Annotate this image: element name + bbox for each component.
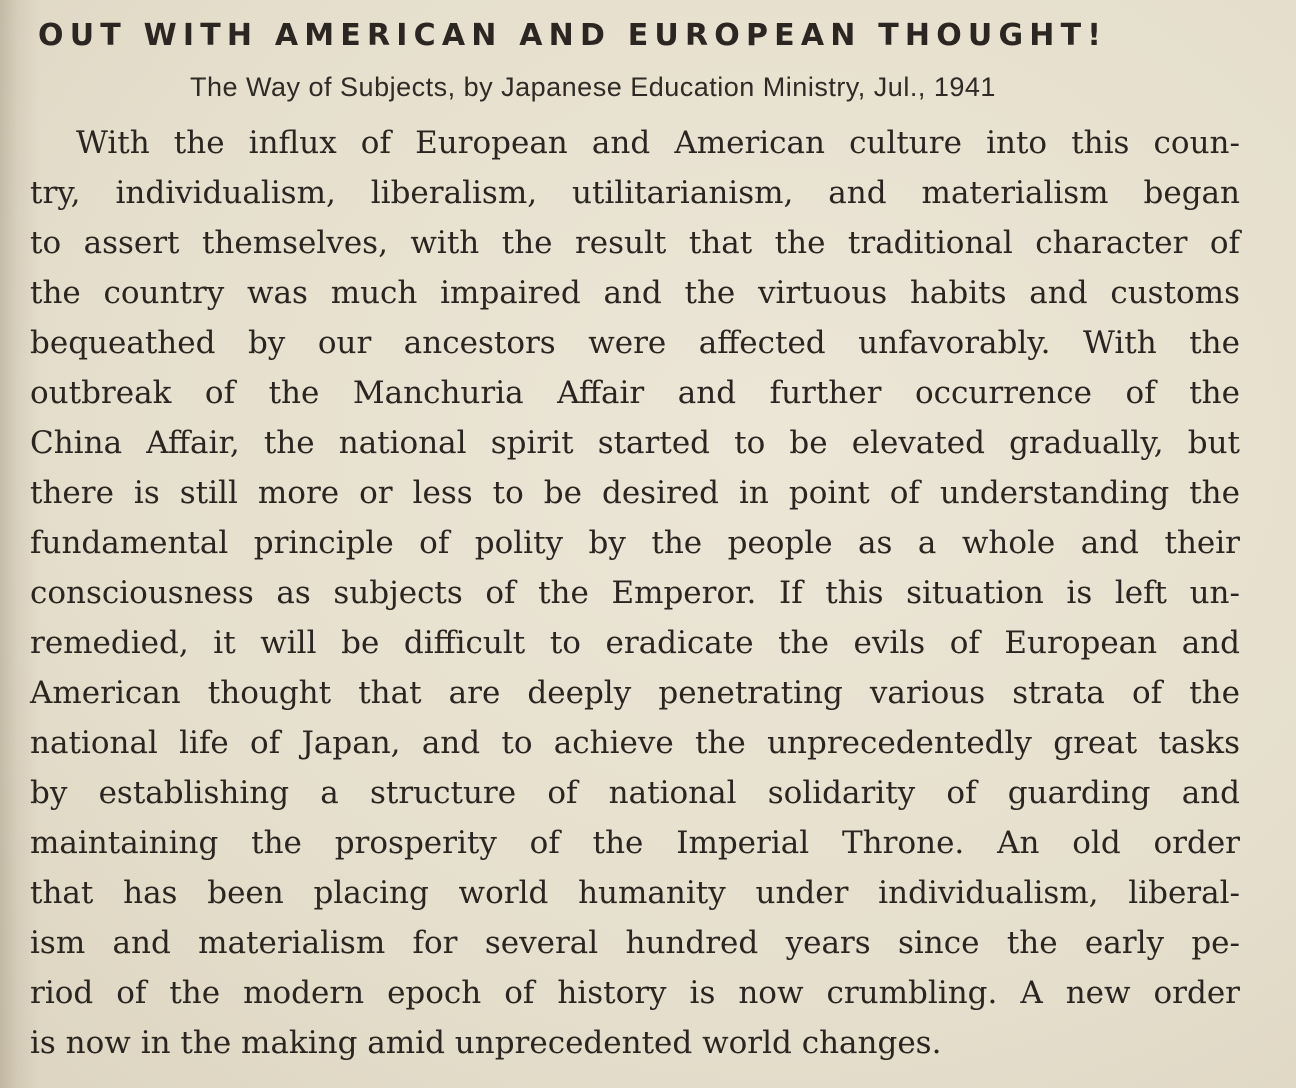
text-line: that has been placing world humanity under individualism, liberal- <box>30 875 1240 911</box>
body-paragraph <box>30 118 1240 1068</box>
text-line: to assert themselves, with the result that the traditional character of <box>30 225 1240 261</box>
text-line: maintaining the prosperity of the Imperial Throne. An old order <box>30 825 1240 861</box>
source-citation: The Way of Subjects, by Japanese Education Ministry, Jul., 1941 <box>190 72 996 102</box>
text-line: by establishing a structure of national solidarity of guarding and <box>30 775 1240 811</box>
text-line: consciousness as subjects of the Emperor. If this situation is left un- <box>30 575 1240 611</box>
text-line: the country was much impaired and the virtuous habits and customs <box>30 275 1240 311</box>
text-line: China Affair, the national spirit started to be elevated gradually, but <box>30 425 1240 461</box>
text-line: American thought that are deeply penetrating various strata of the <box>30 675 1240 711</box>
text-line: fundamental principle of polity by the people as a whole and their <box>30 525 1240 561</box>
text-line: outbreak of the Manchuria Affair and further occurrence of the <box>30 375 1240 411</box>
text-line: try, individualism, liberalism, utilitarianism, and materialism began <box>30 175 1240 211</box>
text-line: bequeathed by our ancestors were affected unfavorably. With the <box>30 325 1240 361</box>
text-line: ism and materialism for several hundred years since the early pe- <box>30 925 1240 961</box>
text-line: is now in the making amid unprecedented world changes. <box>30 1025 942 1061</box>
page-title: OUT WITH AMERICAN AND EUROPEAN THOUGHT! <box>38 18 1108 53</box>
text-line: national life of Japan, and to achieve the unprecedentedly great tasks <box>30 725 1240 761</box>
text-line: riod of the modern epoch of history is now crumbling. A new order <box>30 975 1240 1011</box>
text-line: With the influx of European and American culture into this coun- <box>76 125 1240 161</box>
text-line: remedied, it will be difficult to eradicate the evils of European and <box>30 625 1240 661</box>
text-line: there is still more or less to be desired in point of understanding the <box>30 475 1240 511</box>
